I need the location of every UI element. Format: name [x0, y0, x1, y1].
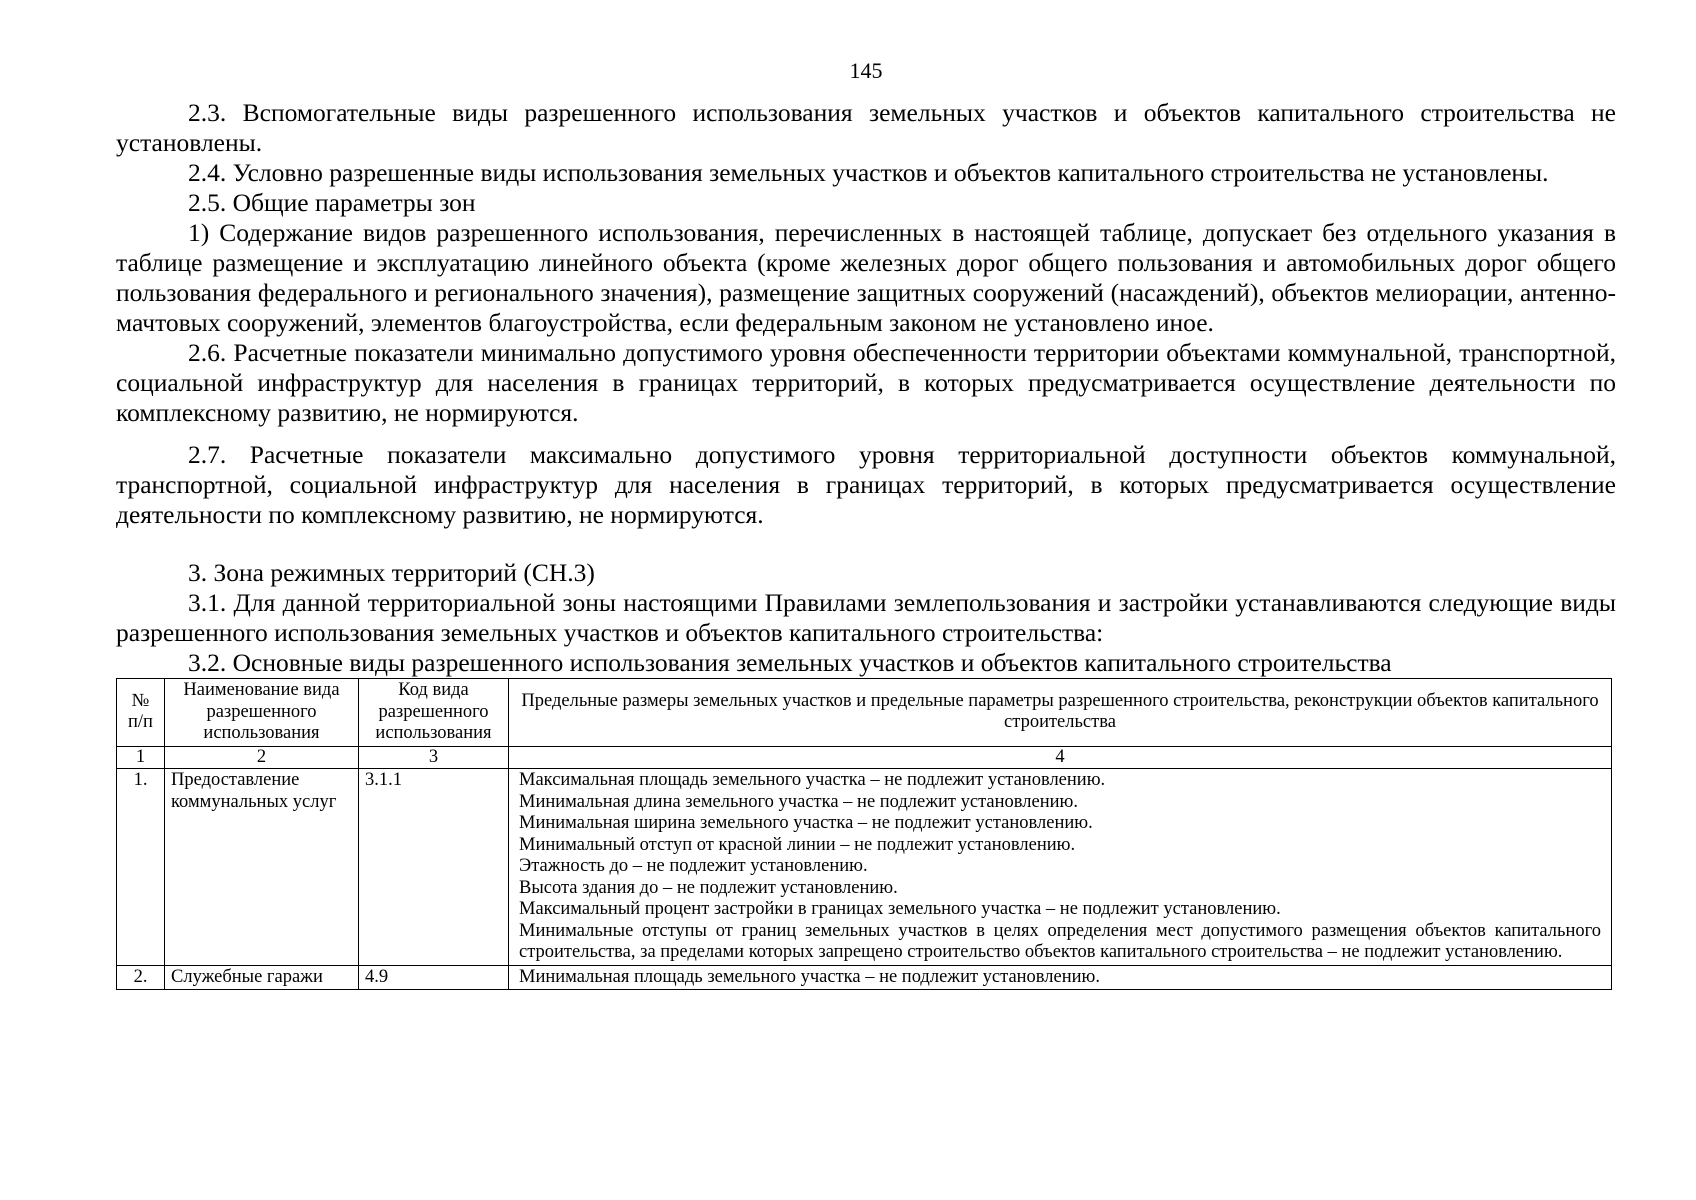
param-line: Этажность до – не подлежит установлению. — [519, 856, 868, 876]
paragraph-2-5-heading: 2.5. Общие параметры зон — [188, 188, 476, 217]
table-row — [117, 769, 1612, 966]
column-number-row — [117, 746, 1612, 769]
paragraph-2-6: 2.6. Расчетные показатели минимально допустимого уровня обеспеченности территории объектами коммунальной, транспортной, социальной инфраструктур для населения в границах территорий, в которых предусматривается осуществление деятельности по комплексному развитию, не нормируются. — [116, 338, 1616, 427]
row-name: Служебные гаражи — [165, 965, 359, 990]
param-line: Минимальный отступ от красной линии – не подлежит установлению. — [519, 834, 1076, 855]
param-line: Высота здания до – не подлежит установлению. — [519, 877, 898, 898]
header-code: Код вида разрешенного использования — [359, 679, 509, 747]
column-number: 4 — [509, 746, 1612, 769]
paragraph-2-5-item-1: 1) Содержание видов разрешенного использования, перечисленных в настоящей таблице, допускает без отдельного указания в таблице размещение и эксплуатацию линейного объекта (кроме железных дорог общего пользования и автомобильных дорог общего пользования федерального и регионального значения), размещение защитных сооружений (насаждений), объектов мелиорации, антенно-мачтовых сооружений, элементов благоустройства, если федеральным законом не установлено иное. — [116, 218, 1616, 337]
table-header-row — [117, 679, 1612, 747]
paragraph-2-7: 2.7. Расчетные показатели максимально допустимого уровня территориальной доступности объектов коммунальной, транспортной, социальной инфраструктур для населения в границах территорий, в которых предусматривается осуществление деятельности по комплексному развитию, не нормируются. — [116, 440, 1616, 529]
row-num: 2. — [117, 965, 165, 990]
param-line: Минимальные отступы от границ земельных участков в целях определения мест допустимого размещения объектов капитального строительства, за пределами которых запрещено строительство объектов капитального строительства – не подлежит установлению. — [519, 920, 1601, 962]
header-name: Наименование вида разрешенного использования — [165, 679, 359, 747]
column-number: 2 — [165, 746, 359, 769]
row-code: 4.9 — [359, 965, 509, 990]
param-line: Максимальная площадь земельного участка – не подлежит установлению. — [519, 770, 1106, 790]
row-code: 3.1.1 — [359, 769, 509, 966]
land-use-table — [116, 678, 1612, 990]
paragraph-3-2: 3.2. Основные виды разрешенного использования земельных участков и объектов капитального строительства — [188, 648, 1392, 677]
paragraph-3-1: 3.1. Для данной территориальной зоны настоящими Правилами землепользования и застройки устанавливаются следующие виды разрешенного использования земельных участков и объектов капитального строительства: — [116, 588, 1616, 647]
row-params — [509, 965, 1612, 990]
table-row — [117, 965, 1612, 990]
param-line: Минимальная площадь земельного участка – не подлежит установлению. — [519, 966, 1100, 987]
paragraph-2-4: 2.4. Условно разрешенные виды использования земельных участков и объектов капитального строительства не установлены. — [188, 158, 1549, 187]
page-number: 145 — [849, 58, 883, 83]
param-line: Минимальная длина земельного участка – не подлежит установлению. — [519, 791, 1078, 812]
param-line: Минимальная ширина земельного участка – не подлежит установлению. — [519, 813, 1093, 833]
header-params: Предельные размеры земельных участков и предельные параметры разрешенного строительства, реконструкции объектов капитального строительства — [509, 679, 1612, 747]
column-number: 3 — [359, 746, 509, 769]
table-wrapper — [116, 678, 1616, 990]
row-params — [509, 769, 1612, 966]
document-page — [116, 52, 1616, 990]
section-3-title: 3. Зона режимных территорий (СН.3) — [188, 558, 595, 587]
paragraph-2-3: 2.3. Вспомогательные виды разрешенного использования земельных участков и объектов капитального строительства не установлены. — [116, 98, 1616, 157]
row-num: 1. — [117, 769, 165, 966]
param-line: Максимальный процент застройки в границах земельного участка – не подлежит установлению. — [519, 899, 1281, 919]
header-num: № п/п — [117, 679, 165, 747]
row-name: Предоставление коммунальных услуг — [165, 769, 359, 966]
column-number: 1 — [117, 746, 165, 769]
